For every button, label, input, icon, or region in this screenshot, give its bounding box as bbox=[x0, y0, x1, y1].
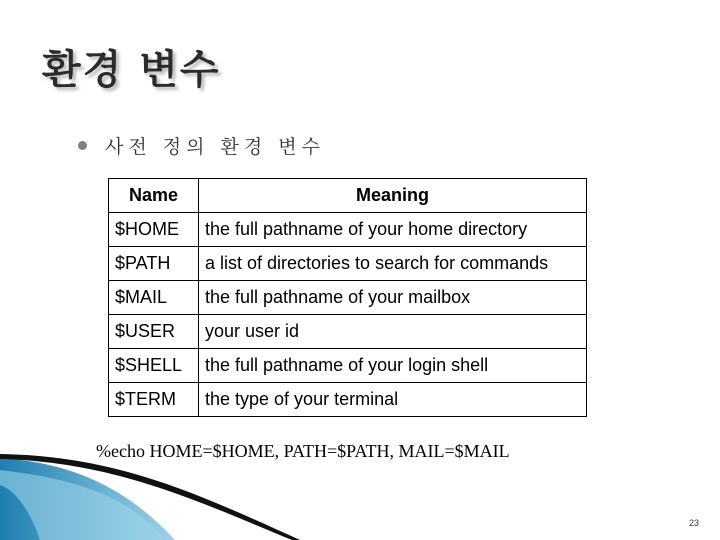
header-meaning: Meaning bbox=[199, 179, 587, 213]
table-row bbox=[109, 247, 587, 281]
cell-meaning: the full pathname of your mailbox bbox=[199, 281, 587, 315]
header-name: Name bbox=[109, 179, 199, 213]
cell-meaning: a list of directories to search for commands bbox=[199, 247, 587, 281]
table-row bbox=[109, 213, 587, 247]
cell-meaning: the full pathname of your login shell bbox=[199, 349, 587, 383]
bullet-dot-icon bbox=[78, 141, 87, 150]
cell-name: $HOME bbox=[109, 213, 199, 247]
table-row bbox=[109, 383, 587, 417]
cell-name: $USER bbox=[109, 315, 199, 349]
bullet-item bbox=[78, 132, 325, 159]
cell-name: $MAIL bbox=[109, 281, 199, 315]
table-row bbox=[109, 281, 587, 315]
slide-title: 환경 변수 bbox=[42, 47, 221, 93]
cell-name: $TERM bbox=[109, 383, 199, 417]
cell-name: $PATH bbox=[109, 247, 199, 281]
decorative-swoosh bbox=[0, 440, 720, 540]
cell-meaning: your user id bbox=[199, 315, 587, 349]
cell-meaning: the full pathname of your home directory bbox=[199, 213, 587, 247]
table-row bbox=[109, 315, 587, 349]
table-header-row bbox=[109, 179, 587, 213]
cell-meaning: the type of your terminal bbox=[199, 383, 587, 417]
bullet-text: 사전 정의 환경 변수 bbox=[105, 136, 325, 158]
echo-command: %echo HOME=$HOME, PATH=$PATH, MAIL=$MAIL bbox=[96, 441, 510, 461]
cell-name: $SHELL bbox=[109, 349, 199, 383]
table-row bbox=[109, 349, 587, 383]
env-variables-table bbox=[108, 178, 587, 417]
page-number: 23 bbox=[689, 518, 700, 528]
